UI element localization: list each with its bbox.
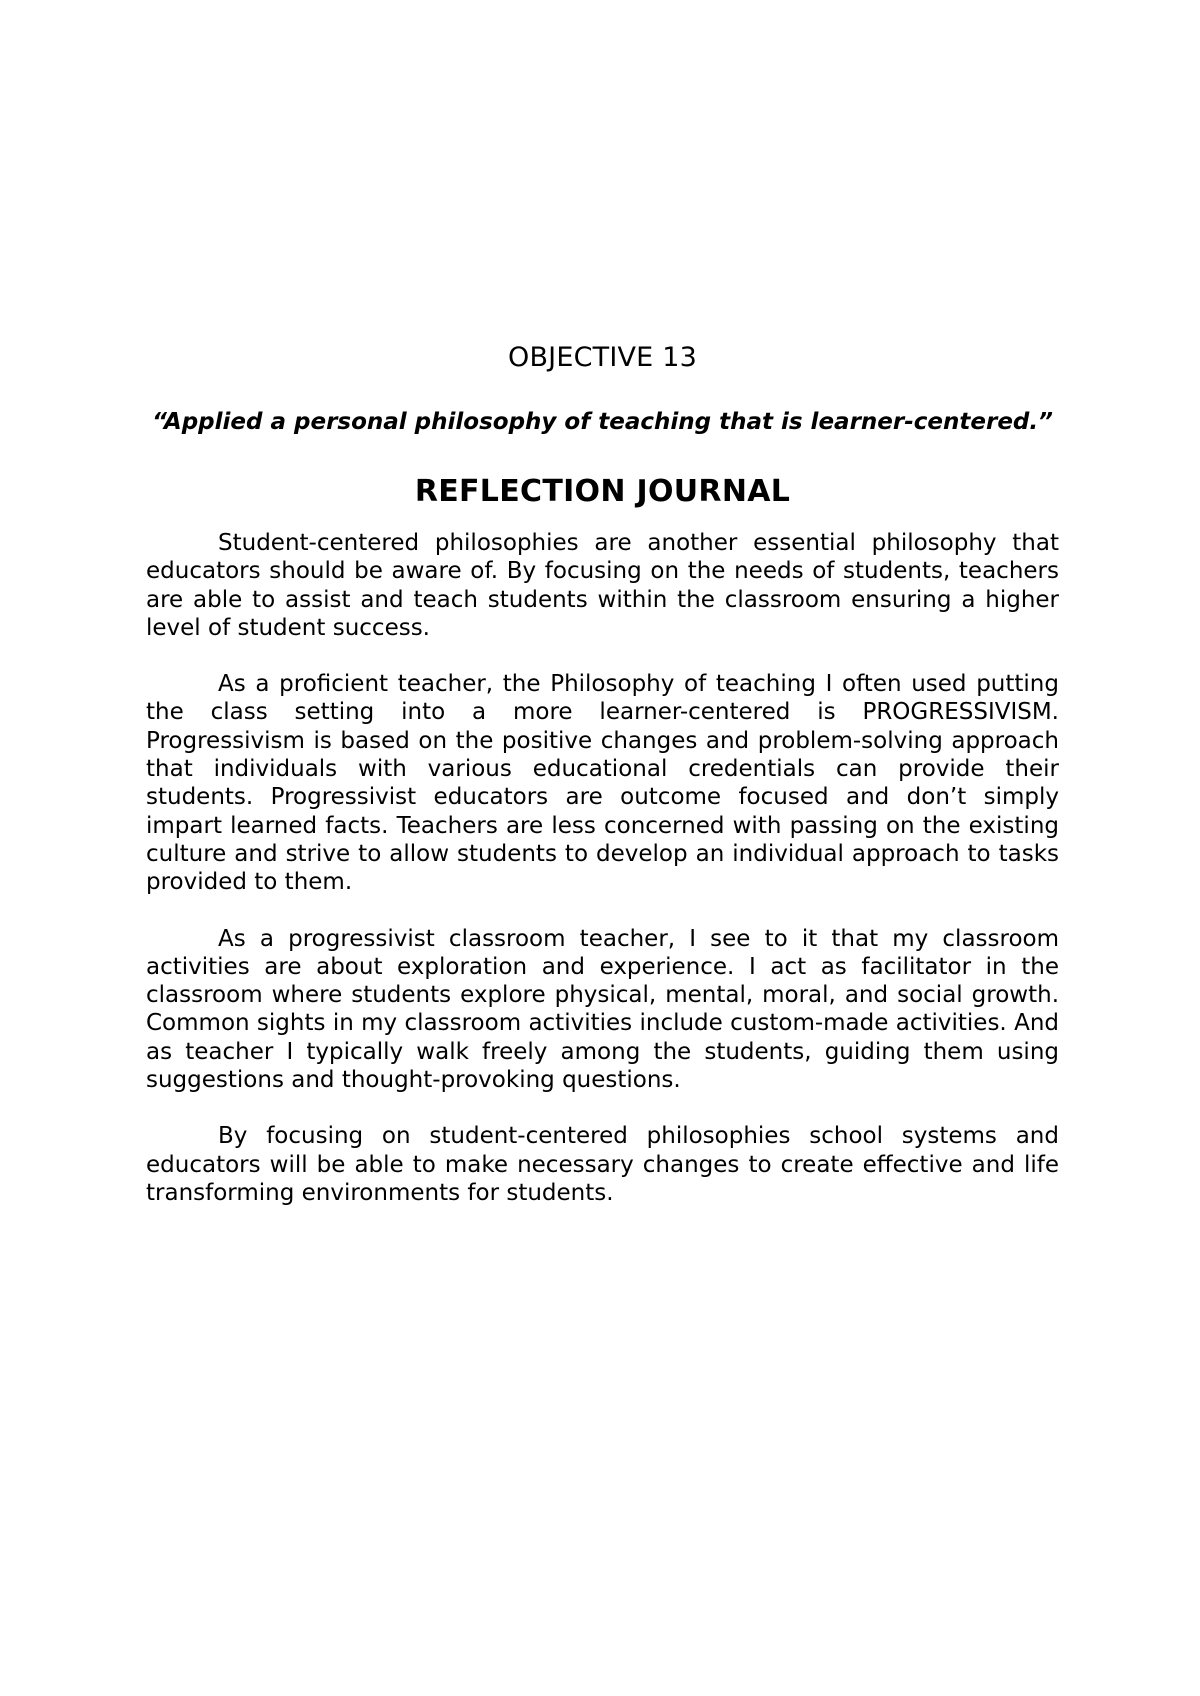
paragraph-1: Student-centered philosophies are another essential philosophy that educators should be aware of. By focusing on the needs of students, teachers are able to assist and teach students within the classroom ensuring a higher level of student success. — [146, 530, 1059, 641]
document-body — [146, 338, 1059, 1207]
journal-title: REFLECTION JOURNAL — [414, 474, 791, 509]
paragraph-2: As a proficient teacher, the Philosophy of teaching I often used putting the class setting into a more learner-centered is PROGRESSIVISM. Progressivism is based on the positive changes and problem-solving approach that individuals with various educational credentials can provide their students. Progressivist educators are outcome focused and don’t simply impart learned facts. Teachers are less concerned with passing on the existing culture and strive to allow students to develop an individual approach to tasks provided to them. — [146, 671, 1059, 896]
paragraph-4: By focusing on student-centered philosophies school systems and educators will be able to make necessary changes to create effective and life transforming environments for students. — [146, 1123, 1059, 1206]
paragraph-3: As a progressivist classroom teacher, I see to it that my classroom activities are about exploration and experience. I act as facilitator in the classroom where students explore physical, mental, moral, and social growth. Common sights in my classroom activities include custom-made activities. And as teacher I typically walk freely among the students, guiding them using suggestions and thought-provoking questions. — [146, 925, 1059, 1094]
objective-quote: “Applied a personal philosophy of teaching that is learner-centered.” — [152, 409, 1053, 435]
objective-heading: OBJECTIVE 13 — [508, 342, 697, 373]
